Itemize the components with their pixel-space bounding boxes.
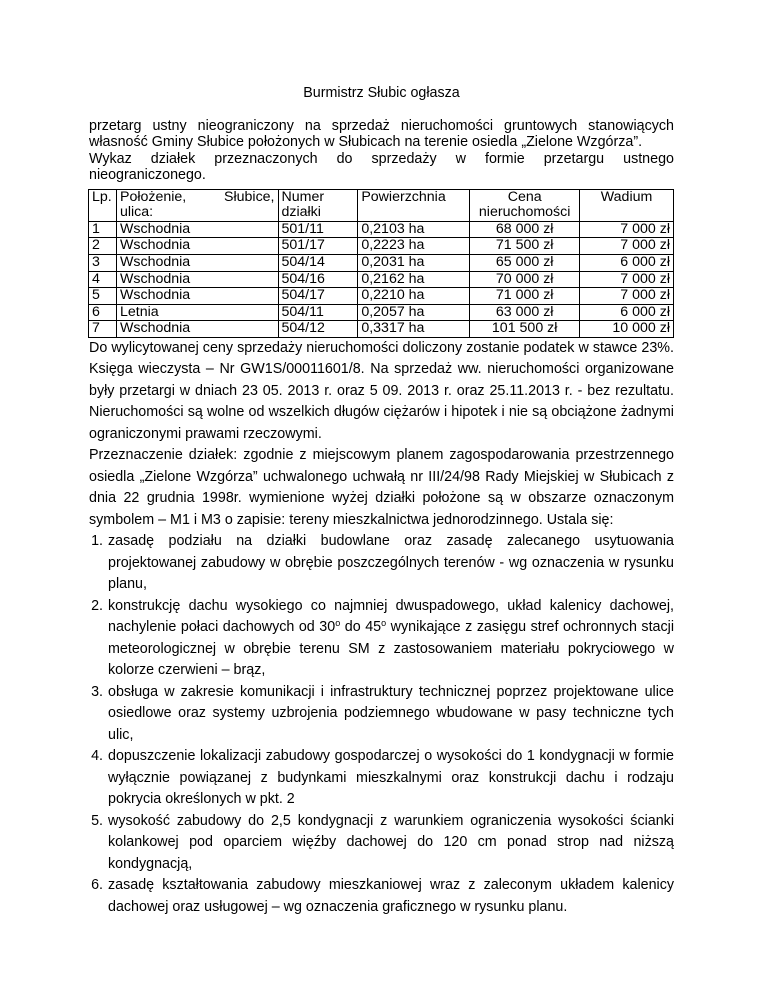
table-row bbox=[89, 271, 674, 288]
table-row bbox=[89, 288, 674, 305]
cell-number: 501/17 bbox=[278, 238, 358, 255]
table-row bbox=[89, 304, 674, 321]
body-section bbox=[89, 338, 674, 919]
list-item: 3. obsługa w zakresie komunikacji i infrastruktury technicznej poprzez projektowane ulice osiedlowe oraz systemy uzbrojenia podziemnego wbudowane w pasy techniczne tych ulic, bbox=[107, 682, 674, 747]
cell-price: 101 500 zł bbox=[470, 321, 580, 338]
intro-section bbox=[89, 118, 674, 184]
cell-number: 504/17 bbox=[278, 288, 358, 305]
cell-deposit: 6 000 zł bbox=[580, 255, 674, 272]
cell-street: Wschodnia bbox=[116, 321, 278, 338]
plots-table bbox=[88, 189, 674, 338]
cell-price: 71 500 zł bbox=[470, 238, 580, 255]
table-row bbox=[89, 238, 674, 255]
cell-number: 501/11 bbox=[278, 221, 358, 238]
cell-lp: 1 bbox=[89, 221, 117, 238]
cell-price: 71 000 zł bbox=[470, 288, 580, 305]
list-item bbox=[107, 596, 674, 682]
cell-street: Wschodnia bbox=[116, 221, 278, 238]
cell-area: 0,2162 ha bbox=[358, 271, 470, 288]
list-item: 1. zasadę podziału na działki budowlane oraz zasadę zalecanego usytuowania projektowanej zabudowy w obrębie poszczególnych terenów - wg oznaczenia w rysunku planu, bbox=[107, 531, 674, 596]
cell-price: 68 000 zł bbox=[470, 221, 580, 238]
intro-paragraph: przetarg ustny nieograniczony na sprzedaż nieruchomości gruntowych stanowiących własność Gminy Słubice położonych w Słubicach na terenie osiedla „Zielone Wzgórza”. bbox=[89, 118, 674, 151]
cell-number: 504/12 bbox=[278, 321, 358, 338]
table-row bbox=[89, 255, 674, 272]
page-title: Burmistrz Słubic ogłasza bbox=[303, 85, 460, 101]
tax-paragraph: Do wylicytowanej ceny sprzedaży nieruchomości doliczony zostanie podatek w stawce 23%. Księga wieczysta – Nr GW1S/00011601/8. Na sprzedaż ww. nieruchomości organizowane były przetargi w dniach 23 05. 2013 r. oraz 5 09. 2013 r. oraz 25.11.2013 r. - bez rezultatu. Nieruchomości są wolne od wszelkich długów ciężarów i hipotek i nie są obciążone żadnymi ograniczonymi prawami rzeczowymi. bbox=[89, 339, 674, 442]
list-item: 6. zasadę kształtowania zabudowy mieszkaniowej wraz z zaleconym układem kalenicy dachowej oraz usługowej – wg oznaczenia graficznego w rysunku planu. bbox=[107, 875, 674, 918]
header-number: Numer działki bbox=[278, 189, 358, 221]
document-page bbox=[89, 84, 674, 918]
cell-area: 0,2103 ha bbox=[358, 221, 470, 238]
list-intro-paragraph: Wykaz działek przeznaczonych do sprzedaży w formie przetargu ustnego nieograniczonego. bbox=[89, 150, 674, 184]
cell-number: 504/14 bbox=[278, 255, 358, 272]
cell-deposit: 6 000 zł bbox=[580, 304, 674, 321]
header-location: Położenie, Słubice, ulica: bbox=[116, 189, 278, 221]
cell-number: 504/16 bbox=[278, 271, 358, 288]
list-item-text: konstrukcję dachu wysokiego co najmniej dwuspadowego, układ kalenicy dachowej, nachylenie połaci dachowych od 30 bbox=[108, 597, 674, 636]
cell-number: 504/11 bbox=[278, 304, 358, 321]
list-item: 4. dopuszczenie lokalizacji zabudowy gospodarczej o wysokości do 1 kondygnacji w formie wyłącznie powiązanej z budynkami mieszkalnymi oraz konstrukcji dachu i rodzaju pokrycia określonych w pkt. 2 bbox=[107, 746, 674, 811]
header-price: Cena nieruchomości bbox=[470, 189, 580, 221]
cell-area: 0,2031 ha bbox=[358, 255, 470, 272]
degree-mark: o bbox=[335, 618, 341, 629]
cell-area: 0,2210 ha bbox=[358, 288, 470, 305]
header-area: Powierzchnia bbox=[358, 189, 470, 221]
cell-price: 65 000 zł bbox=[470, 255, 580, 272]
header-deposit: Wadium bbox=[580, 189, 674, 221]
cell-lp: 5 bbox=[89, 288, 117, 305]
list-item-text: wynikające z zasięgu stref ochronnych stacji meteorologicznej w obrębie terenu SM z zastosowaniem materiału pokryciowego w kolorze czerwieni – brąz, bbox=[108, 619, 675, 679]
cell-deposit: 7 000 zł bbox=[580, 271, 674, 288]
table-row bbox=[89, 321, 674, 338]
cell-price: 63 000 zł bbox=[470, 304, 580, 321]
cell-lp: 7 bbox=[89, 321, 117, 338]
table-header-row bbox=[89, 189, 674, 221]
cell-lp: 6 bbox=[89, 304, 117, 321]
cell-area: 0,2223 ha bbox=[358, 238, 470, 255]
cell-price: 70 000 zł bbox=[470, 271, 580, 288]
cell-deposit: 7 000 zł bbox=[580, 221, 674, 238]
purpose-paragraph: Przeznaczenie działek: zgodnie z miejscowym planem zagospodarowania przestrzennego osiedla „Zielone Wzgórza” uchwalonego uchwałą nr III/24/98 Rady Miejskiej w Słubicach z dnia 22 grudnia 1998r. wymienione wyżej działki położone są w obszarze oznaczonym symbolem – M1 i M3 o zapisie: tereny mieszkalnictwa jednorodzinnego. Ustala się: bbox=[89, 447, 674, 528]
cell-deposit: 7 000 zł bbox=[580, 238, 674, 255]
conditions-list bbox=[89, 531, 674, 918]
list-item: 5. wysokość zabudowy do 2,5 kondygnacji z warunkiem ograniczenia wysokości ścianki kolankowej pod oparciem więźby dachowej do 120 cm ponad strop nad niższą kondygnacją, bbox=[107, 811, 674, 876]
cell-area: 0,2057 ha bbox=[358, 304, 470, 321]
table-row bbox=[89, 221, 674, 238]
cell-deposit: 10 000 zł bbox=[580, 321, 674, 338]
cell-street: Wschodnia bbox=[116, 288, 278, 305]
cell-street: Letnia bbox=[116, 304, 278, 321]
cell-area: 0,3317 ha bbox=[358, 321, 470, 338]
cell-street: Wschodnia bbox=[116, 238, 278, 255]
cell-lp: 4 bbox=[89, 271, 117, 288]
degree-mark: o bbox=[381, 618, 387, 629]
cell-deposit: 7 000 zł bbox=[580, 288, 674, 305]
cell-street: Wschodnia bbox=[116, 255, 278, 272]
cell-lp: 3 bbox=[89, 255, 117, 272]
list-item-text: do 45 bbox=[340, 619, 382, 636]
header-lp: Lp. bbox=[89, 189, 117, 221]
cell-lp: 2 bbox=[89, 238, 117, 255]
cell-street: Wschodnia bbox=[116, 271, 278, 288]
